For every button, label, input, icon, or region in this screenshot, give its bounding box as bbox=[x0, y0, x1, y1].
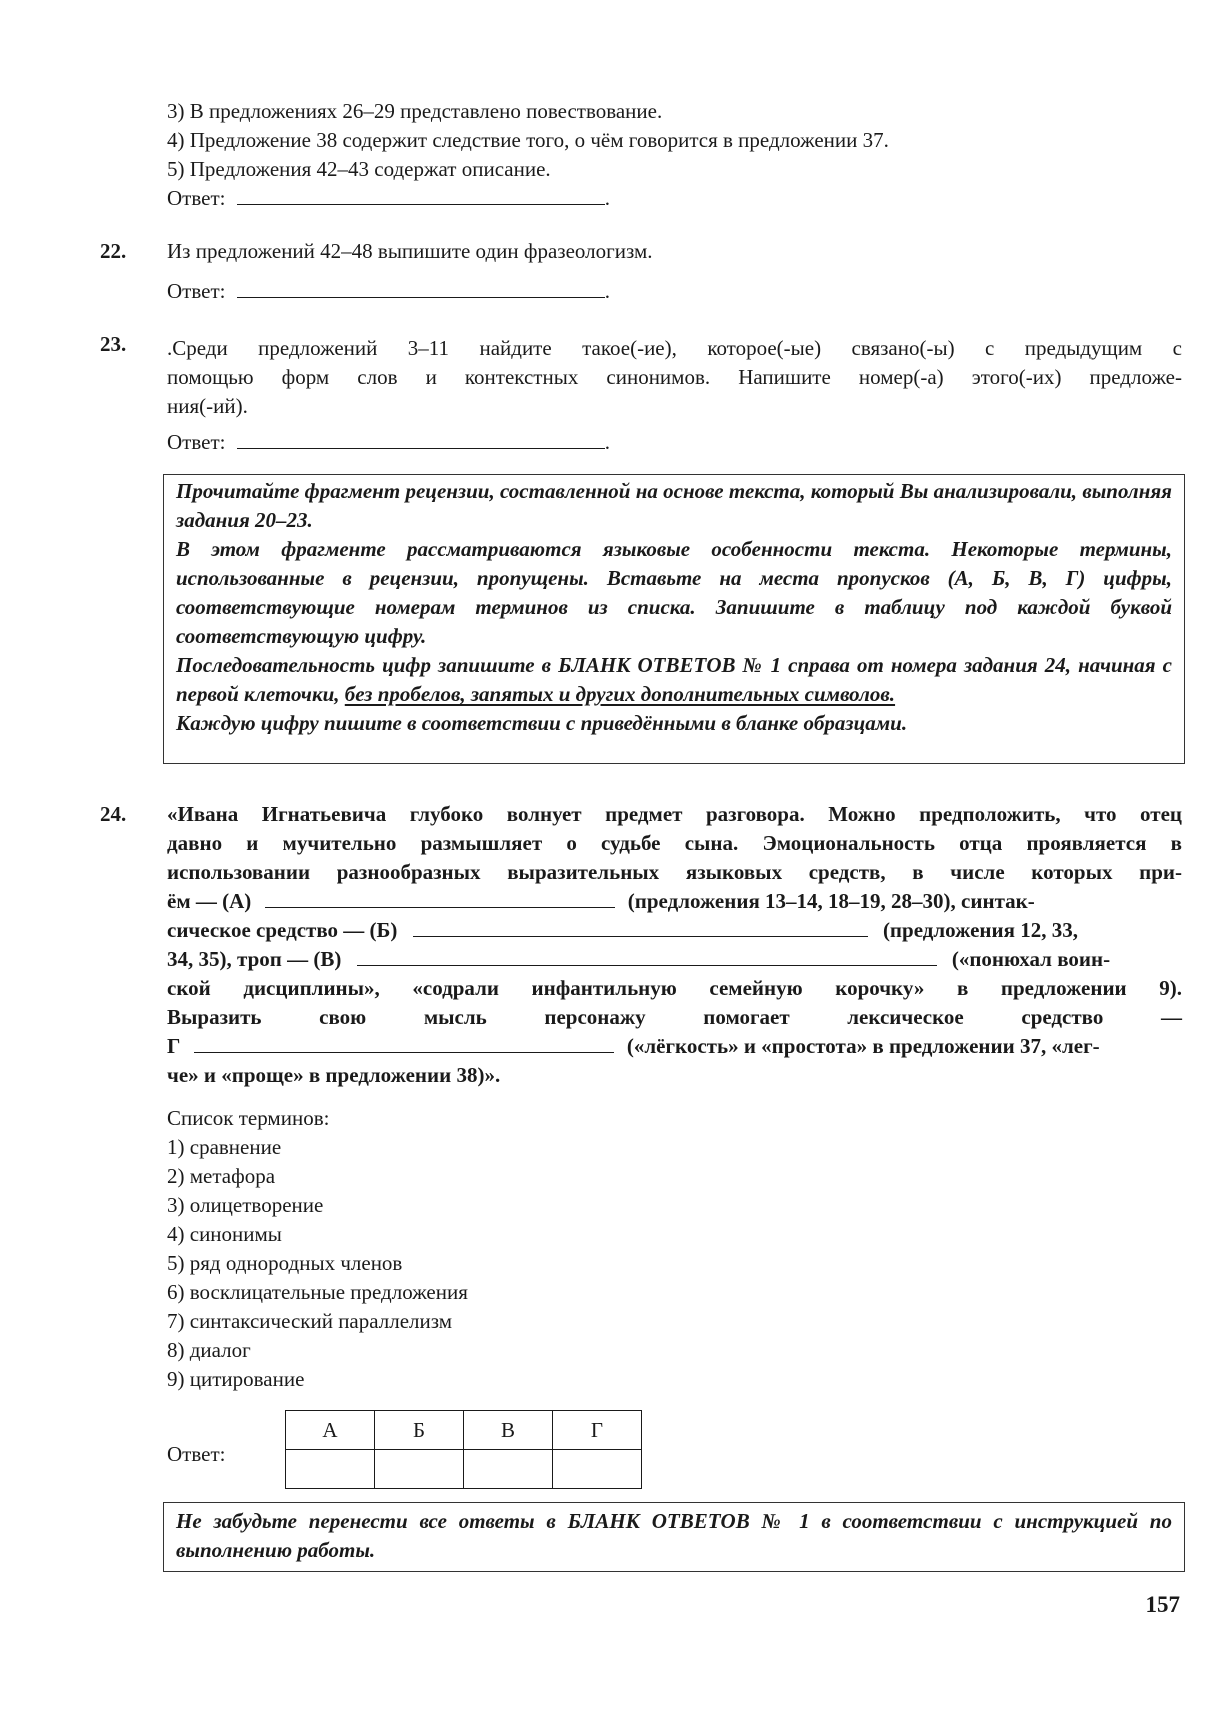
instruction-p3 bbox=[176, 651, 1172, 709]
q23-answer-row: Ответ: . bbox=[167, 430, 610, 454]
term-item: 2) метафора bbox=[167, 1164, 276, 1188]
term-item: 5) ряд однородных членов bbox=[167, 1251, 403, 1275]
q24-line-5-b: (предложения 12, 33, bbox=[882, 918, 1078, 942]
q22-text: Из предложений 42–48 выпишите один фразеологизм. bbox=[167, 239, 653, 263]
q24-line-5 bbox=[167, 916, 1078, 945]
q21-answer-row: Ответ: . bbox=[167, 186, 610, 210]
q24-line-9-a: Г bbox=[167, 1034, 181, 1058]
instruction-p3-start: Последовательность цифр запишите в БЛАНК ОТВЕТОВ № 1 справа от номера задания 24, начиная с первой клеточки, bbox=[176, 653, 1172, 706]
q24-line-4-b: (предложения 13–14, 18–19, 28–30), синтак- bbox=[627, 889, 1035, 913]
answer-table-header-row bbox=[286, 1411, 642, 1450]
answer-table-header: А bbox=[286, 1411, 375, 1450]
reminder-text: Не забудьте перенести все ответы в БЛАНК ОТВЕТОВ № 1 в соответствии с инструкцией по выполнению работы. bbox=[176, 1509, 1172, 1562]
q24-line-9 bbox=[167, 1032, 1100, 1061]
q23-number: 23. bbox=[100, 332, 127, 356]
q24-number: 24. bbox=[100, 802, 127, 826]
blank-v[interactable] bbox=[357, 947, 937, 966]
instruction-p3-underlined: без пробелов, запятых и других дополнительных символов. bbox=[344, 682, 896, 706]
q21-option-4: 4) Предложение 38 содержит следствие того, о чём говорится в предложении 37. bbox=[167, 128, 889, 152]
instruction-p2: В этом фрагменте рассматриваются языковые особенности текста. Некоторые термины, использованные в рецензии, пропущены. Вставьте на места пропусков (А, Б, В, Г) цифры, соответствующие номерам терминов из списка. Запишите в таблицу под каждой буквой соответствующую цифру. bbox=[176, 537, 1172, 648]
q24-line-9-b: («лёгкость» и «простота» в предложении 37, «лег- bbox=[626, 1034, 1100, 1058]
answer-cell-b[interactable] bbox=[375, 1450, 464, 1489]
q23-line-3: ния(-ий). bbox=[167, 394, 248, 418]
q24-line-1: «Ивана Игнатьевича глубоко волнует предмет разговора. Можно предположить, что отец bbox=[167, 802, 1182, 826]
answer-label: Ответ: bbox=[167, 430, 226, 454]
q24-line-4-a: ём — (А) bbox=[167, 889, 252, 913]
q24-line-5-a: сическое средство — (Б) bbox=[167, 918, 398, 942]
q23-line-2: помощью форм слов и контекстных синонимов. Напишите номер(-а) этого(-их) предложе- bbox=[167, 365, 1182, 389]
answer-table-header: В bbox=[464, 1411, 553, 1450]
answer-cell-g[interactable] bbox=[553, 1450, 642, 1489]
page-number: 157 bbox=[1145, 1592, 1180, 1617]
q23-line-1: .Среди предложений 3–11 найдите такое(-ие), которое(-ые) связано(-ы) с предыдущим с bbox=[167, 336, 1182, 360]
terms-title: Список терминов: bbox=[167, 1106, 330, 1130]
q22-answer-row: Ответ: . bbox=[167, 279, 610, 303]
answer-table-header: Г bbox=[553, 1411, 642, 1450]
instruction-p4: Каждую цифру пишите в соответствии с приведёнными в бланке образцами. bbox=[176, 711, 908, 735]
term-item: 8) диалог bbox=[167, 1338, 251, 1362]
term-item: 6) восклицательные предложения bbox=[167, 1280, 468, 1304]
q21-option-5: 5) Предложения 42–43 содержат описание. bbox=[167, 157, 551, 181]
q24-line-7: ской дисциплины», «содрали инфантильную семейную корочку» в предложении 9). bbox=[167, 976, 1182, 1000]
q24-line-8: Выразить свою мысль персонажу помогает лексическое средство — bbox=[167, 1005, 1182, 1029]
q24-answer-table bbox=[285, 1410, 642, 1489]
q24-answer-label: Ответ: bbox=[167, 1442, 226, 1466]
q24-line-10: че» и «проще» в предложении 38)». bbox=[167, 1063, 501, 1087]
q21-answer-blank[interactable] bbox=[237, 186, 605, 205]
answer-table-header: Б bbox=[375, 1411, 464, 1450]
term-item: 7) синтаксический параллелизм bbox=[167, 1309, 453, 1333]
answer-label: Ответ: bbox=[167, 279, 226, 303]
q24-line-6-b: («понюхал воин- bbox=[951, 947, 1111, 971]
q23-answer-blank[interactable] bbox=[237, 430, 605, 449]
q21-option-3: 3) В предложениях 26–29 представлено повествование. bbox=[167, 99, 663, 123]
q24-line-6-a: 34, 35), троп — (В) bbox=[167, 947, 342, 971]
term-item: 4) синонимы bbox=[167, 1222, 282, 1246]
answer-cell-a[interactable] bbox=[286, 1450, 375, 1489]
q22-number: 22. bbox=[100, 239, 127, 263]
answer-table-input-row bbox=[286, 1450, 642, 1489]
blank-b[interactable] bbox=[413, 918, 868, 937]
blank-g[interactable] bbox=[194, 1034, 614, 1053]
term-item: 9) цитирование bbox=[167, 1367, 305, 1391]
term-item: 1) сравнение bbox=[167, 1135, 282, 1159]
q24-line-4 bbox=[167, 887, 1035, 916]
instruction-p1: Прочитайте фрагмент рецензии, составленной на основе текста, который Вы анализировали, выполняя задания 20–23. bbox=[176, 479, 1172, 532]
q24-line-2: давно и мучительно размышляет о судьбе сына. Эмоциональность отца проявляется в bbox=[167, 831, 1182, 855]
q24-line-3: использовании разнообразных выразительных языковых средств, в числе которых при- bbox=[167, 860, 1182, 884]
term-item: 3) олицетворение bbox=[167, 1193, 324, 1217]
answer-label: Ответ: bbox=[167, 186, 226, 210]
blank-a[interactable] bbox=[265, 889, 615, 908]
answer-cell-v[interactable] bbox=[464, 1450, 553, 1489]
reminder-box bbox=[163, 1502, 1185, 1572]
instruction-box bbox=[163, 474, 1185, 764]
q24-line-6 bbox=[167, 945, 1110, 974]
q22-answer-blank[interactable] bbox=[237, 279, 605, 298]
